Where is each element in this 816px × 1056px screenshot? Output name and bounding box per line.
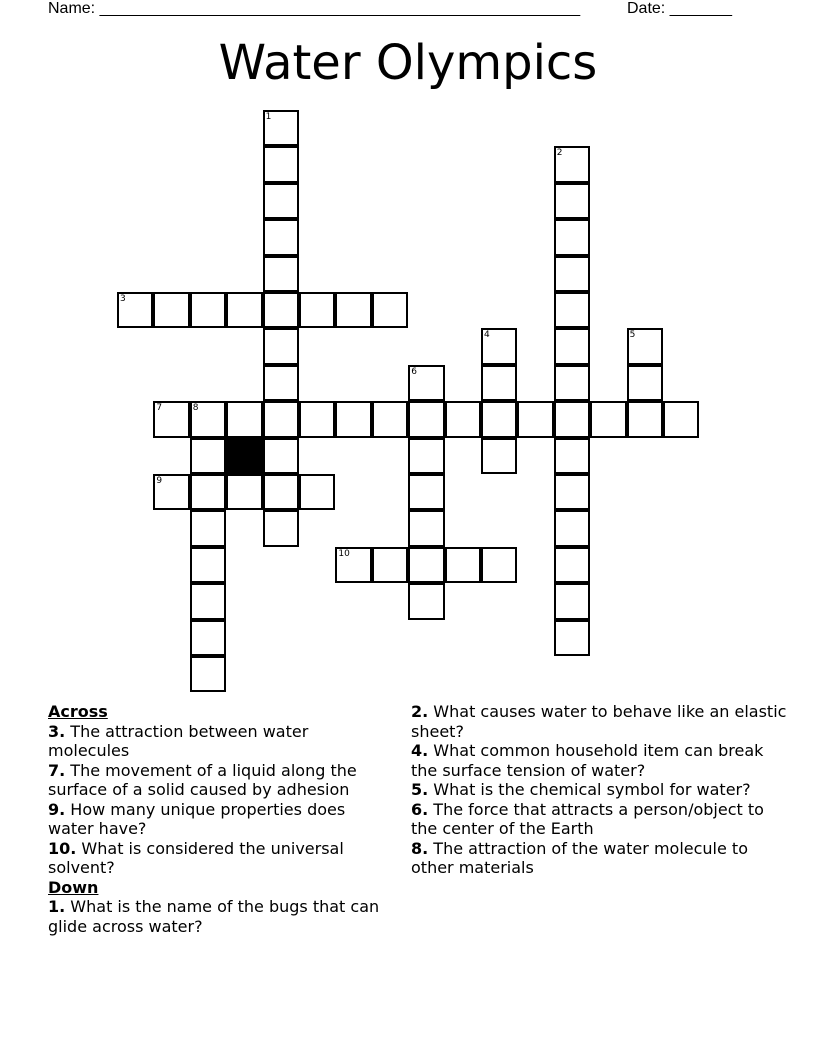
name-field-label: Name: ______________________________________________________ bbox=[48, 0, 581, 17]
crossword-cell[interactable] bbox=[263, 328, 299, 364]
crossword-cell[interactable] bbox=[263, 146, 299, 182]
clues-column-right bbox=[411, 702, 791, 878]
crossword-cell[interactable] bbox=[335, 292, 371, 328]
crossword-cell[interactable] bbox=[554, 365, 590, 401]
crossword-cell[interactable] bbox=[190, 547, 226, 583]
clue-across: 3. The attraction between water molecules bbox=[48, 721, 309, 760]
crossword-cell[interactable] bbox=[481, 328, 517, 364]
crossword-cell[interactable] bbox=[153, 292, 189, 328]
cell-number: 1 bbox=[265, 112, 272, 122]
crossword-cell[interactable] bbox=[408, 474, 444, 510]
crossword-cell[interactable] bbox=[408, 583, 444, 619]
crossword-cell[interactable] bbox=[445, 547, 481, 583]
crossword-cell[interactable] bbox=[263, 510, 299, 546]
crossword-cell[interactable] bbox=[554, 583, 590, 619]
cell-number: 2 bbox=[556, 148, 563, 159]
crossword-cell[interactable] bbox=[408, 401, 444, 437]
crossword-cell[interactable] bbox=[190, 401, 226, 437]
crossword-cell[interactable] bbox=[263, 438, 299, 474]
crossword-cell[interactable] bbox=[408, 547, 444, 583]
crossword-cell[interactable] bbox=[481, 547, 517, 583]
crossword-cell[interactable] bbox=[299, 401, 335, 437]
crossword-cell[interactable] bbox=[408, 438, 444, 474]
crossword-cell[interactable] bbox=[372, 547, 408, 583]
cell-number: 7 bbox=[156, 403, 163, 414]
clue-across: 7. The movement of a liquid along the surface of a solid caused by adhesion bbox=[48, 760, 357, 799]
crossword-cell[interactable] bbox=[372, 401, 408, 437]
crossword-cell[interactable] bbox=[226, 474, 262, 510]
crossword-cell[interactable] bbox=[627, 365, 663, 401]
clues-column-left bbox=[48, 702, 393, 936]
clue-down: 2. What causes water to behave like an elastic sheet? bbox=[411, 702, 787, 741]
crossword-cell[interactable] bbox=[335, 401, 371, 437]
crossword-cell[interactable] bbox=[627, 328, 663, 364]
cell-number: 6 bbox=[411, 366, 417, 377]
page-title: Water Olympics bbox=[218, 35, 598, 91]
crossword-cell[interactable] bbox=[190, 292, 226, 328]
crossword-cell[interactable] bbox=[481, 438, 517, 474]
crossword-cell[interactable] bbox=[263, 401, 299, 437]
crossword-cell[interactable] bbox=[554, 146, 590, 182]
crossword-cell[interactable] bbox=[263, 256, 299, 292]
cell-number: 3 bbox=[120, 294, 126, 304]
crossword-cell[interactable] bbox=[554, 401, 590, 437]
crossword-cell[interactable] bbox=[554, 219, 590, 255]
crossword-cell[interactable] bbox=[190, 474, 226, 510]
crossword-cell[interactable] bbox=[263, 183, 299, 219]
crossword-cell[interactable] bbox=[335, 547, 371, 583]
clue-across: 9. How many unique properties does water have? bbox=[48, 799, 346, 838]
crossword-cell[interactable] bbox=[117, 292, 153, 328]
cell-number: 9 bbox=[156, 476, 163, 486]
clue-down: 4. What common household item can break the surface tension of water? bbox=[411, 741, 764, 780]
crossword-cell[interactable] bbox=[299, 474, 335, 510]
crossword-cell[interactable] bbox=[408, 365, 444, 401]
cell-number: 5 bbox=[629, 330, 636, 341]
crossword-cell[interactable] bbox=[554, 328, 590, 364]
crossword-cell[interactable] bbox=[663, 401, 699, 437]
crossword-cell[interactable] bbox=[190, 620, 226, 656]
crossword-cell[interactable] bbox=[554, 510, 590, 546]
crossword-cell[interactable] bbox=[408, 510, 444, 546]
crossword-cell[interactable] bbox=[263, 474, 299, 510]
clue-down: 1. What is the name of the bugs that can glide across water? bbox=[48, 897, 380, 936]
crossword-cell[interactable] bbox=[445, 401, 481, 437]
crossword-cell[interactable] bbox=[153, 401, 189, 437]
clue-down: 8. The attraction of the water molecule to other materials bbox=[411, 838, 748, 877]
crossword-cell[interactable] bbox=[263, 219, 299, 255]
crossword-cell[interactable] bbox=[554, 256, 590, 292]
crossword-cell[interactable] bbox=[190, 583, 226, 619]
crossword-cell[interactable] bbox=[153, 474, 189, 510]
crossword-cell[interactable] bbox=[554, 438, 590, 474]
crossword-cell[interactable] bbox=[554, 292, 590, 328]
crossword-cell[interactable] bbox=[263, 365, 299, 401]
clue-across: 10. What is considered the universal solvent? bbox=[48, 838, 344, 877]
clue-down: 6. The force that attracts a person/object to the center of the Earth bbox=[411, 799, 764, 838]
crossword-cell[interactable] bbox=[554, 183, 590, 219]
crossword-cell[interactable] bbox=[226, 292, 262, 328]
cell-number: 10 bbox=[338, 548, 350, 559]
across-heading: Across bbox=[48, 702, 108, 721]
clue-down: 5. What is the chemical symbol for water? bbox=[411, 780, 751, 799]
crossword-cell[interactable] bbox=[590, 401, 626, 437]
crossword-cell[interactable] bbox=[263, 292, 299, 328]
crossword-cell[interactable] bbox=[517, 401, 553, 437]
cell-number: 8 bbox=[192, 403, 199, 414]
date-field-label: Date: _______ bbox=[627, 0, 732, 17]
crossword-cell[interactable] bbox=[554, 620, 590, 656]
crossword-cell[interactable] bbox=[190, 656, 226, 692]
crossword-cell[interactable] bbox=[299, 292, 335, 328]
crossword-cell[interactable] bbox=[481, 365, 517, 401]
crossword-cell[interactable] bbox=[263, 110, 299, 146]
crossword-cell[interactable] bbox=[481, 401, 517, 437]
crossword-cell[interactable] bbox=[554, 474, 590, 510]
crossword-cell[interactable] bbox=[372, 292, 408, 328]
crossword-cell[interactable] bbox=[190, 438, 226, 474]
down-heading: Down bbox=[48, 877, 99, 897]
cell-number: 4 bbox=[484, 330, 490, 341]
crossword-cell[interactable] bbox=[554, 547, 590, 583]
crossword-cell[interactable] bbox=[627, 401, 663, 437]
blocked-cell bbox=[226, 438, 262, 474]
crossword-cell[interactable] bbox=[190, 510, 226, 546]
crossword-cell[interactable] bbox=[226, 401, 262, 437]
